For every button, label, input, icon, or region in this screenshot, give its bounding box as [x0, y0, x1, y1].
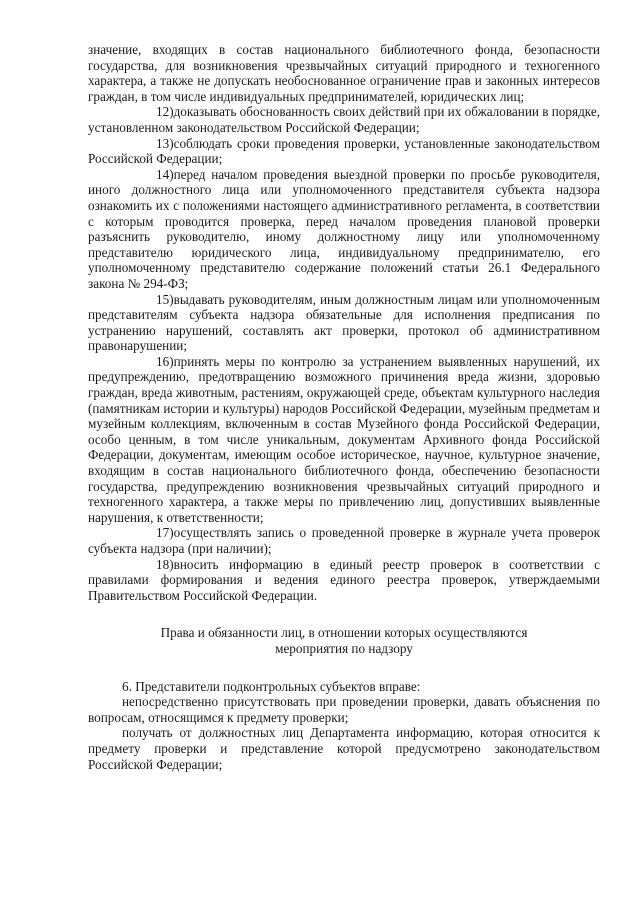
item-number: 16) [156, 353, 174, 369]
paragraph-continuation: значение, входящих в состав национального библиотечного фонда, безопасности государства, для возникновения чрезвычайных ситуаций природного и техногенного характера, а также не допускать необоснованное ограничение прав и законных интересов граждан, в том числе индивидуальных предпринимателей, юридических лиц; [88, 42, 600, 104]
paragraph-item-13 [88, 136, 600, 167]
section-6-intro: 6. Представители подконтрольных субъектов вправе: [122, 678, 421, 694]
item-number: 15) [156, 291, 174, 307]
item-text: вносить информацию в единый реестр проверок в соответствии с правилами формирования и ведения единого реестра проверок, утверждаемыми Правительством Российской Федерации. [88, 556, 600, 603]
item-number: 17) [156, 525, 174, 541]
item-text: принять меры по контролю за устранением выявленных нарушений, их предупреждению, предотвращению возможного причинения вреда жизни, здоровью граждан, вреда животным, растениям, окружающей среде, объектам культурного наследия (памятникам истории и культуры) народов Российской Федерации, музейным предметам и музейным коллекциям, включенным в состав Музейного фонда Российской Федерации, особо ценным, в том числе уникальным, документам Архивного фонда Российской Федерации, документам, имеющим особое историческое, научное, культурное значение, входящим в состав национального библиотечного фонда, обеспечению безопасности государства, предупреждению возникновения чрезвычайных ситуаций природного и техногенного характера, а также меры по привлечению лиц, допустивших выявленные нарушения, к ответственности; [88, 353, 600, 525]
paragraph-item-17 [88, 525, 600, 556]
paragraph-item-14 [88, 167, 600, 292]
paragraph-item-15 [88, 292, 600, 354]
item-number: 14) [156, 166, 174, 182]
item-text: выдавать руководителям, иным должностным лицам или уполномоченным представителям субъекта надзора обязательные для исполнения предписания по устранению нарушений, составлять акт проверки, протокол об административном правонарушении; [88, 291, 600, 354]
item-text: доказывать обоснованность своих действий при их обжаловании в порядке, установленном законодательством Российской Федерации; [88, 104, 601, 135]
paragraph-item-16 [88, 354, 600, 526]
document-page [88, 42, 600, 772]
spacer [88, 657, 600, 679]
item-text: соблюдать сроки проведения проверки, установленные законодательством Российской Федерации; [88, 135, 600, 167]
paragraph-item-12 [88, 104, 600, 135]
section-6-item-1: непосредственно присутствовать при проведении проверки, давать объяснения по вопросам, относящимся к предмету проверки; [88, 694, 600, 725]
item-number: 13) [156, 135, 174, 151]
item-text: осуществлять запись о проведенной проверке в журнале учета проверок субъекта надзора (при наличии); [88, 525, 600, 556]
paragraph-item-18 [88, 557, 600, 604]
item-number: 12) [156, 104, 174, 120]
section-6-item-2: получать от должностных лиц Департамента информацию, которая относится к предмету проверки и представление которой предусмотрено законодательством Российской Федерации; [88, 725, 600, 772]
section-heading: Права и обязанности лиц, в отношении которых осуществляются мероприятия по надзору [160, 625, 528, 656]
item-text: перед началом проведения выездной проверки по просьбе руководителя, иного должностного лица или уполномоченного представителя субъекта надзора ознакомить их с положениями настоящего административного регламента, в соответствии с которым проводится проверка, перед началом проведения плановой проверки разъяснить руководителю, иному должностному лицу или уполномоченному представителю юридического лица, индивидуальному предпринимателю, его уполномоченному представителю содержание положений статьи 26.1 Федерального закона № 294-ФЗ; [88, 166, 600, 291]
item-number: 18) [156, 556, 174, 572]
